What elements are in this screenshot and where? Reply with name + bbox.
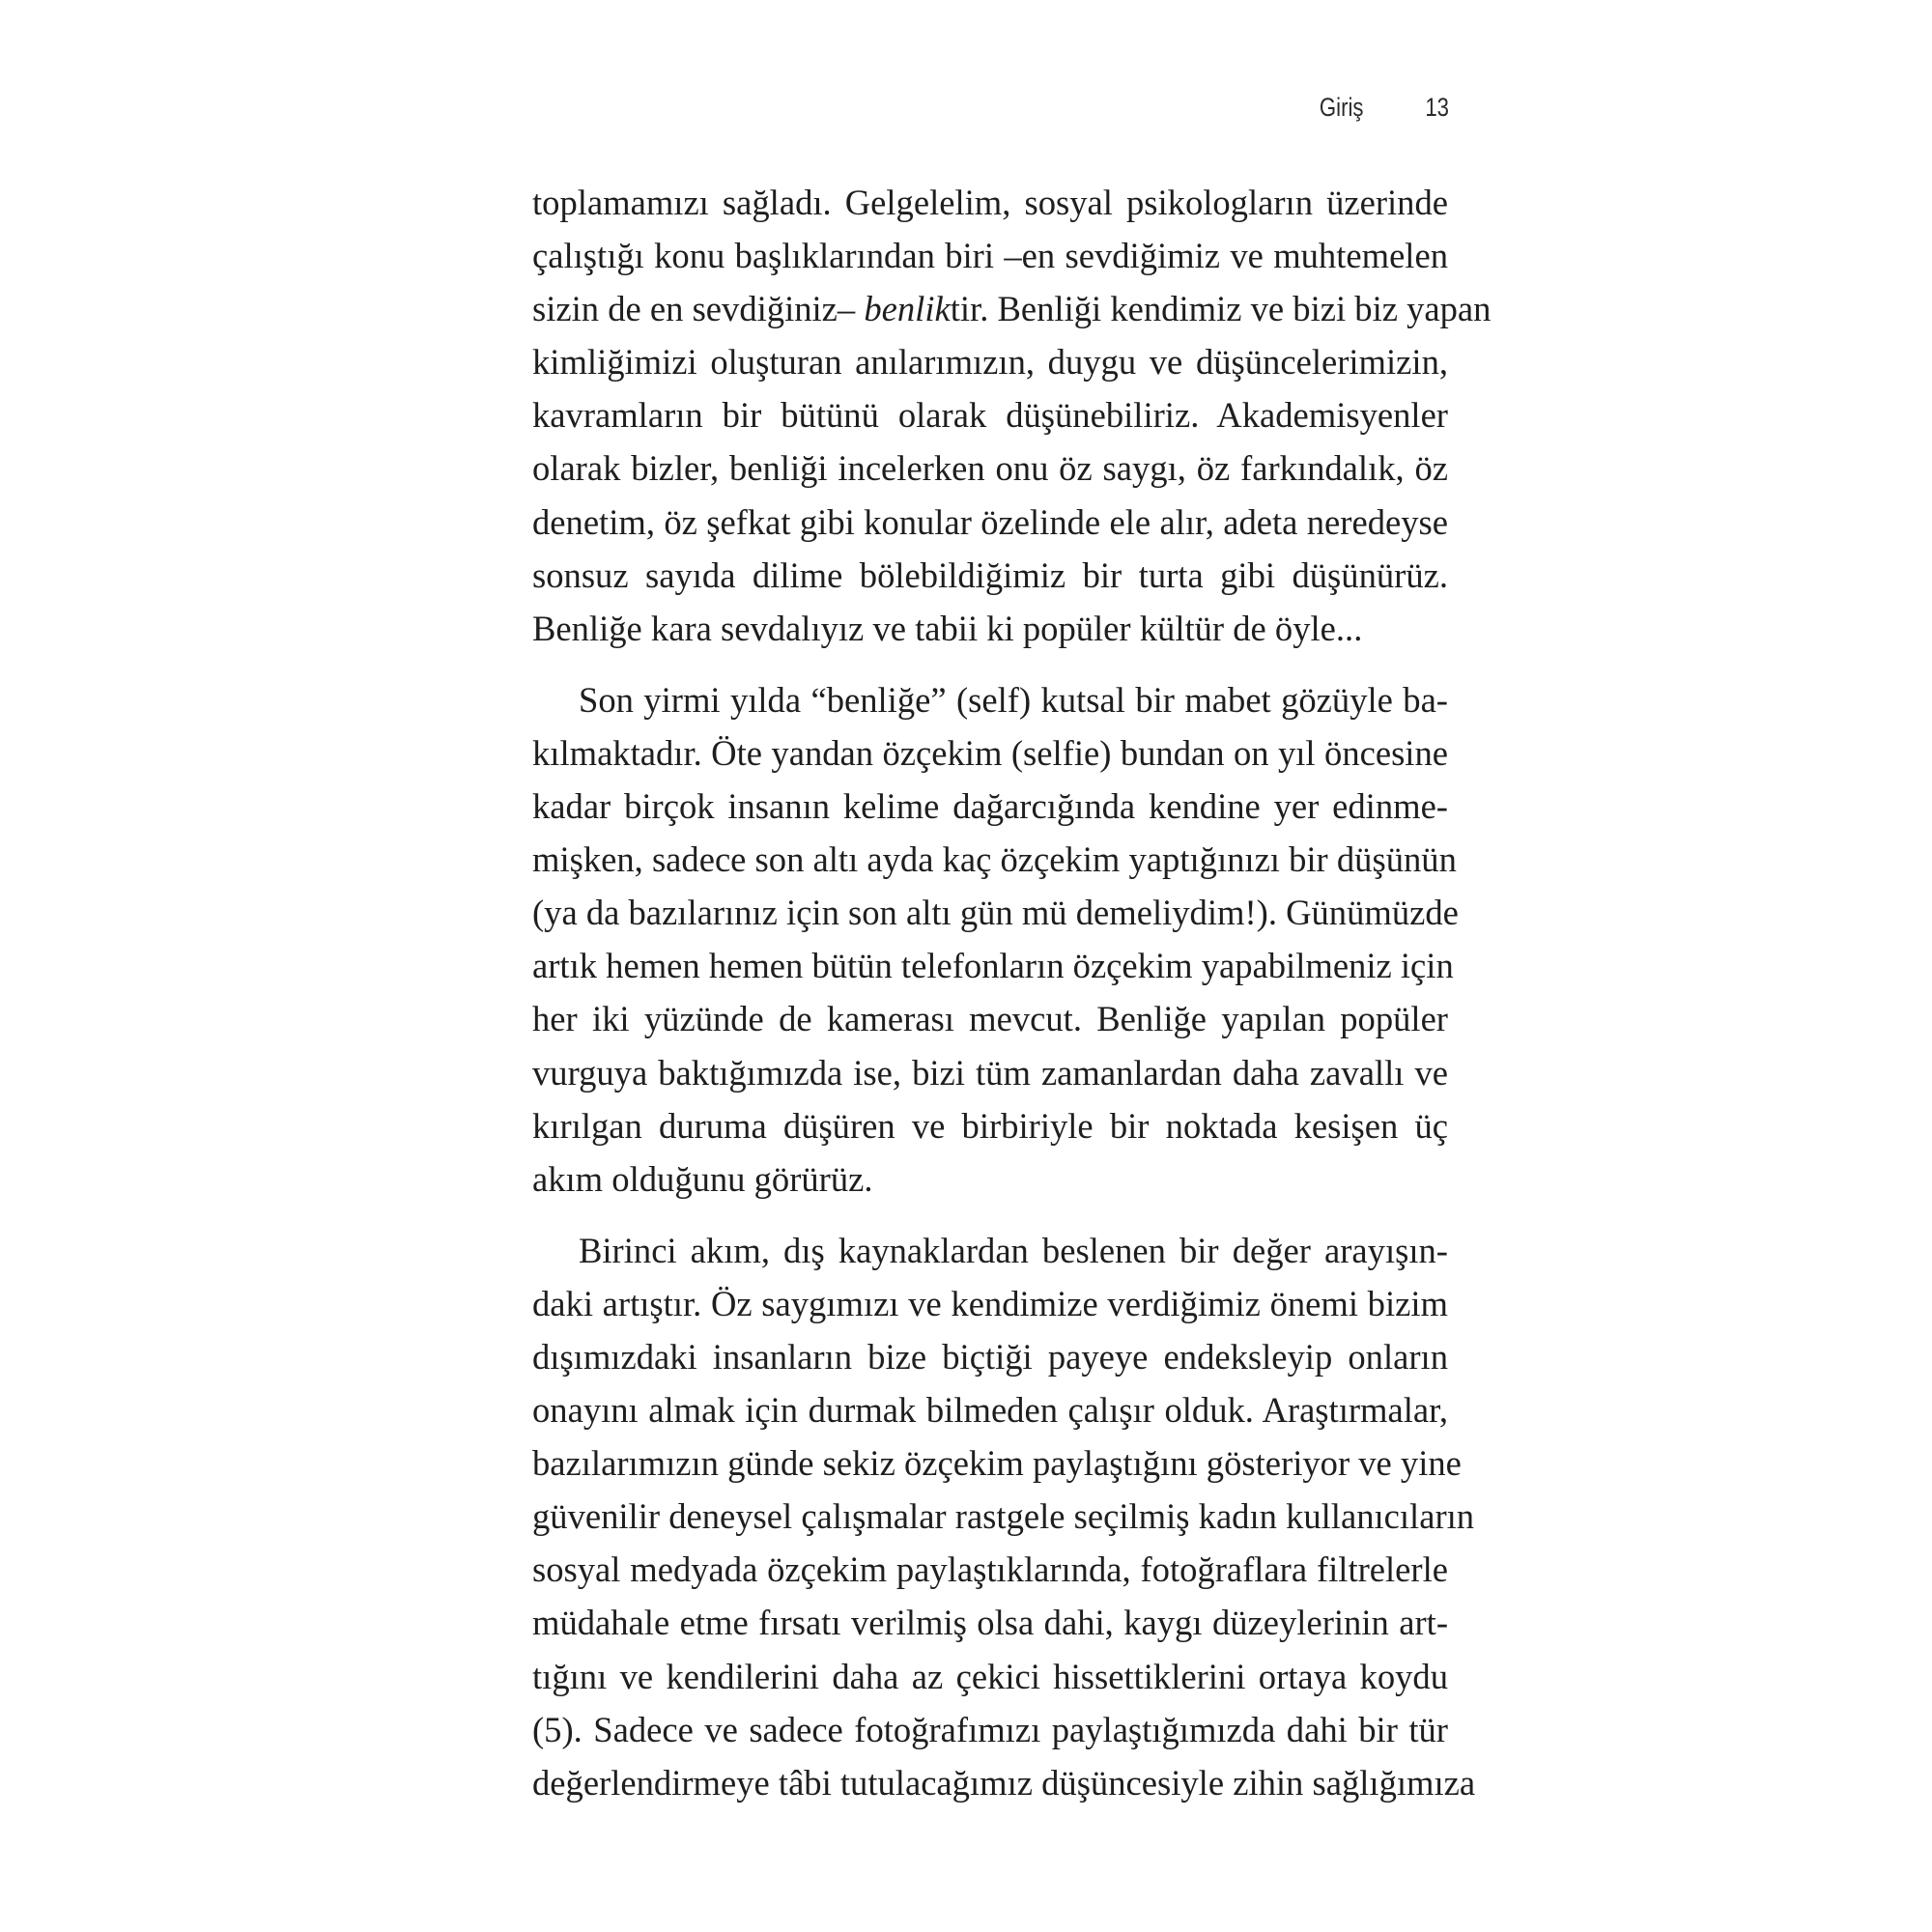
- text-line: toplamamızı sağladı. Gelgelelim, sosyal psikologların üzerinde: [532, 183, 1448, 222]
- text-line: çalıştığı konu başlıklarından biri –en sevdiğimiz ve muhtemelen: [532, 236, 1448, 276]
- text-line: Son yirmi yılda “benliğe” (self) kutsal bir mabet gözüyle ba-: [579, 679, 1448, 720]
- text-line: müdahale etme fırsatı verilmiş olsa dahi, kaygı düzeylerinin art-: [532, 1603, 1448, 1643]
- running-head: [1291, 93, 1449, 131]
- text-run: sizin de en sevdiğiniz–: [532, 289, 865, 329]
- text-line: dışımızdaki insanların bize biçtiği payeye endeksleyip onların: [532, 1336, 1448, 1377]
- text-line: her iki yüzünde de kamerası mevcut. Benliğe yapılan popüler: [532, 999, 1448, 1039]
- text-line: sonsuz sayıda dilime bölebildiğimiz bir turta gibi düşünürüz.: [532, 554, 1448, 595]
- body-text: [532, 176, 1492, 1809]
- text-line: (ya da bazılarınız için son altı gün mü demeliydim!). Günümüzde: [532, 893, 1459, 933]
- text-line: kadar birçok insanın kelime dağarcığında kendine yer edinme-: [532, 786, 1448, 827]
- text-line: artık hemen hemen bütün telefonların özçekim yapabilmeniz için: [532, 946, 1454, 986]
- text-line: kavramların bir bütünü olarak düşünebiliriz. Akademisyenler: [532, 395, 1448, 436]
- text-line: değerlendirmeye tâbi tutulacağımız düşüncesiyle zihin sağlığımıza: [532, 1762, 1476, 1803]
- text-line: kimliğimizi oluşturan anılarımızın, duygu ve düşüncelerimizin,: [532, 342, 1448, 383]
- text-line: kırılgan duruma düşüren ve birbiriyle bir noktada kesişen üç: [532, 1105, 1448, 1146]
- text-line: Birinci akım, dış kaynaklardan beslenen bir değer arayışın-: [579, 1230, 1448, 1270]
- text-line: vurguya baktığımızda ise, bizi tüm zamanlardan daha zavallı ve: [532, 1052, 1448, 1093]
- text-line: onayını almak için durmak bilmeden çalışır olduk. Araştırmalar,: [532, 1390, 1448, 1431]
- page-number: 13: [1425, 93, 1449, 122]
- text-line: (5). Sadece ve sadece fotoğrafımızı paylaştığımızda dahi bir tür: [532, 1709, 1448, 1749]
- text-line: daki artıştır. Öz saygımızı ve kendimize verdiğimiz önemi bizim: [532, 1283, 1448, 1323]
- section-title: Giriş: [1319, 93, 1364, 122]
- text-line: Benliğe kara sevdalıyız ve tabii ki popüler kültür de öyle...: [532, 608, 1363, 648]
- text-line: akım olduğunu görürüz.: [532, 1158, 873, 1199]
- text-run: tir. Benliği kendimiz ve bizi biz yapan: [950, 289, 1492, 329]
- text-line: mişken, sadece son altı ayda kaç özçekim yaptığınızı bir düşünün: [532, 839, 1457, 880]
- text-line: sosyal medyada özçekim paylaştıklarında, fotoğraflara filtrelerle: [532, 1549, 1448, 1590]
- text-line: güvenilir deneysel çalışmalar rastgele seçilmiş kadın kullanıcıların: [532, 1496, 1475, 1537]
- text-line: bazılarımızın günde sekiz özçekim paylaştığını gösteriyor ve yine: [532, 1443, 1462, 1484]
- paragraph: [532, 673, 1459, 1206]
- paragraph: [532, 1224, 1476, 1809]
- paragraph: [532, 176, 1492, 655]
- text-line: kılmaktadır. Öte yandan özçekim (selfie) bundan on yıl öncesine: [532, 732, 1448, 773]
- text-line: tığını ve kendilerini daha az çekici hissettiklerini ortaya koydu: [532, 1656, 1448, 1696]
- emphasized-word: benlik: [864, 289, 951, 329]
- text-line: olarak bizler, benliği incelerken onu öz saygı, öz farkındalık, öz: [532, 448, 1448, 489]
- text-line-with-emphasis: [532, 282, 1492, 335]
- text-line: denetim, öz şefkat gibi konular özelinde ele alır, adeta neredeyse: [532, 501, 1448, 542]
